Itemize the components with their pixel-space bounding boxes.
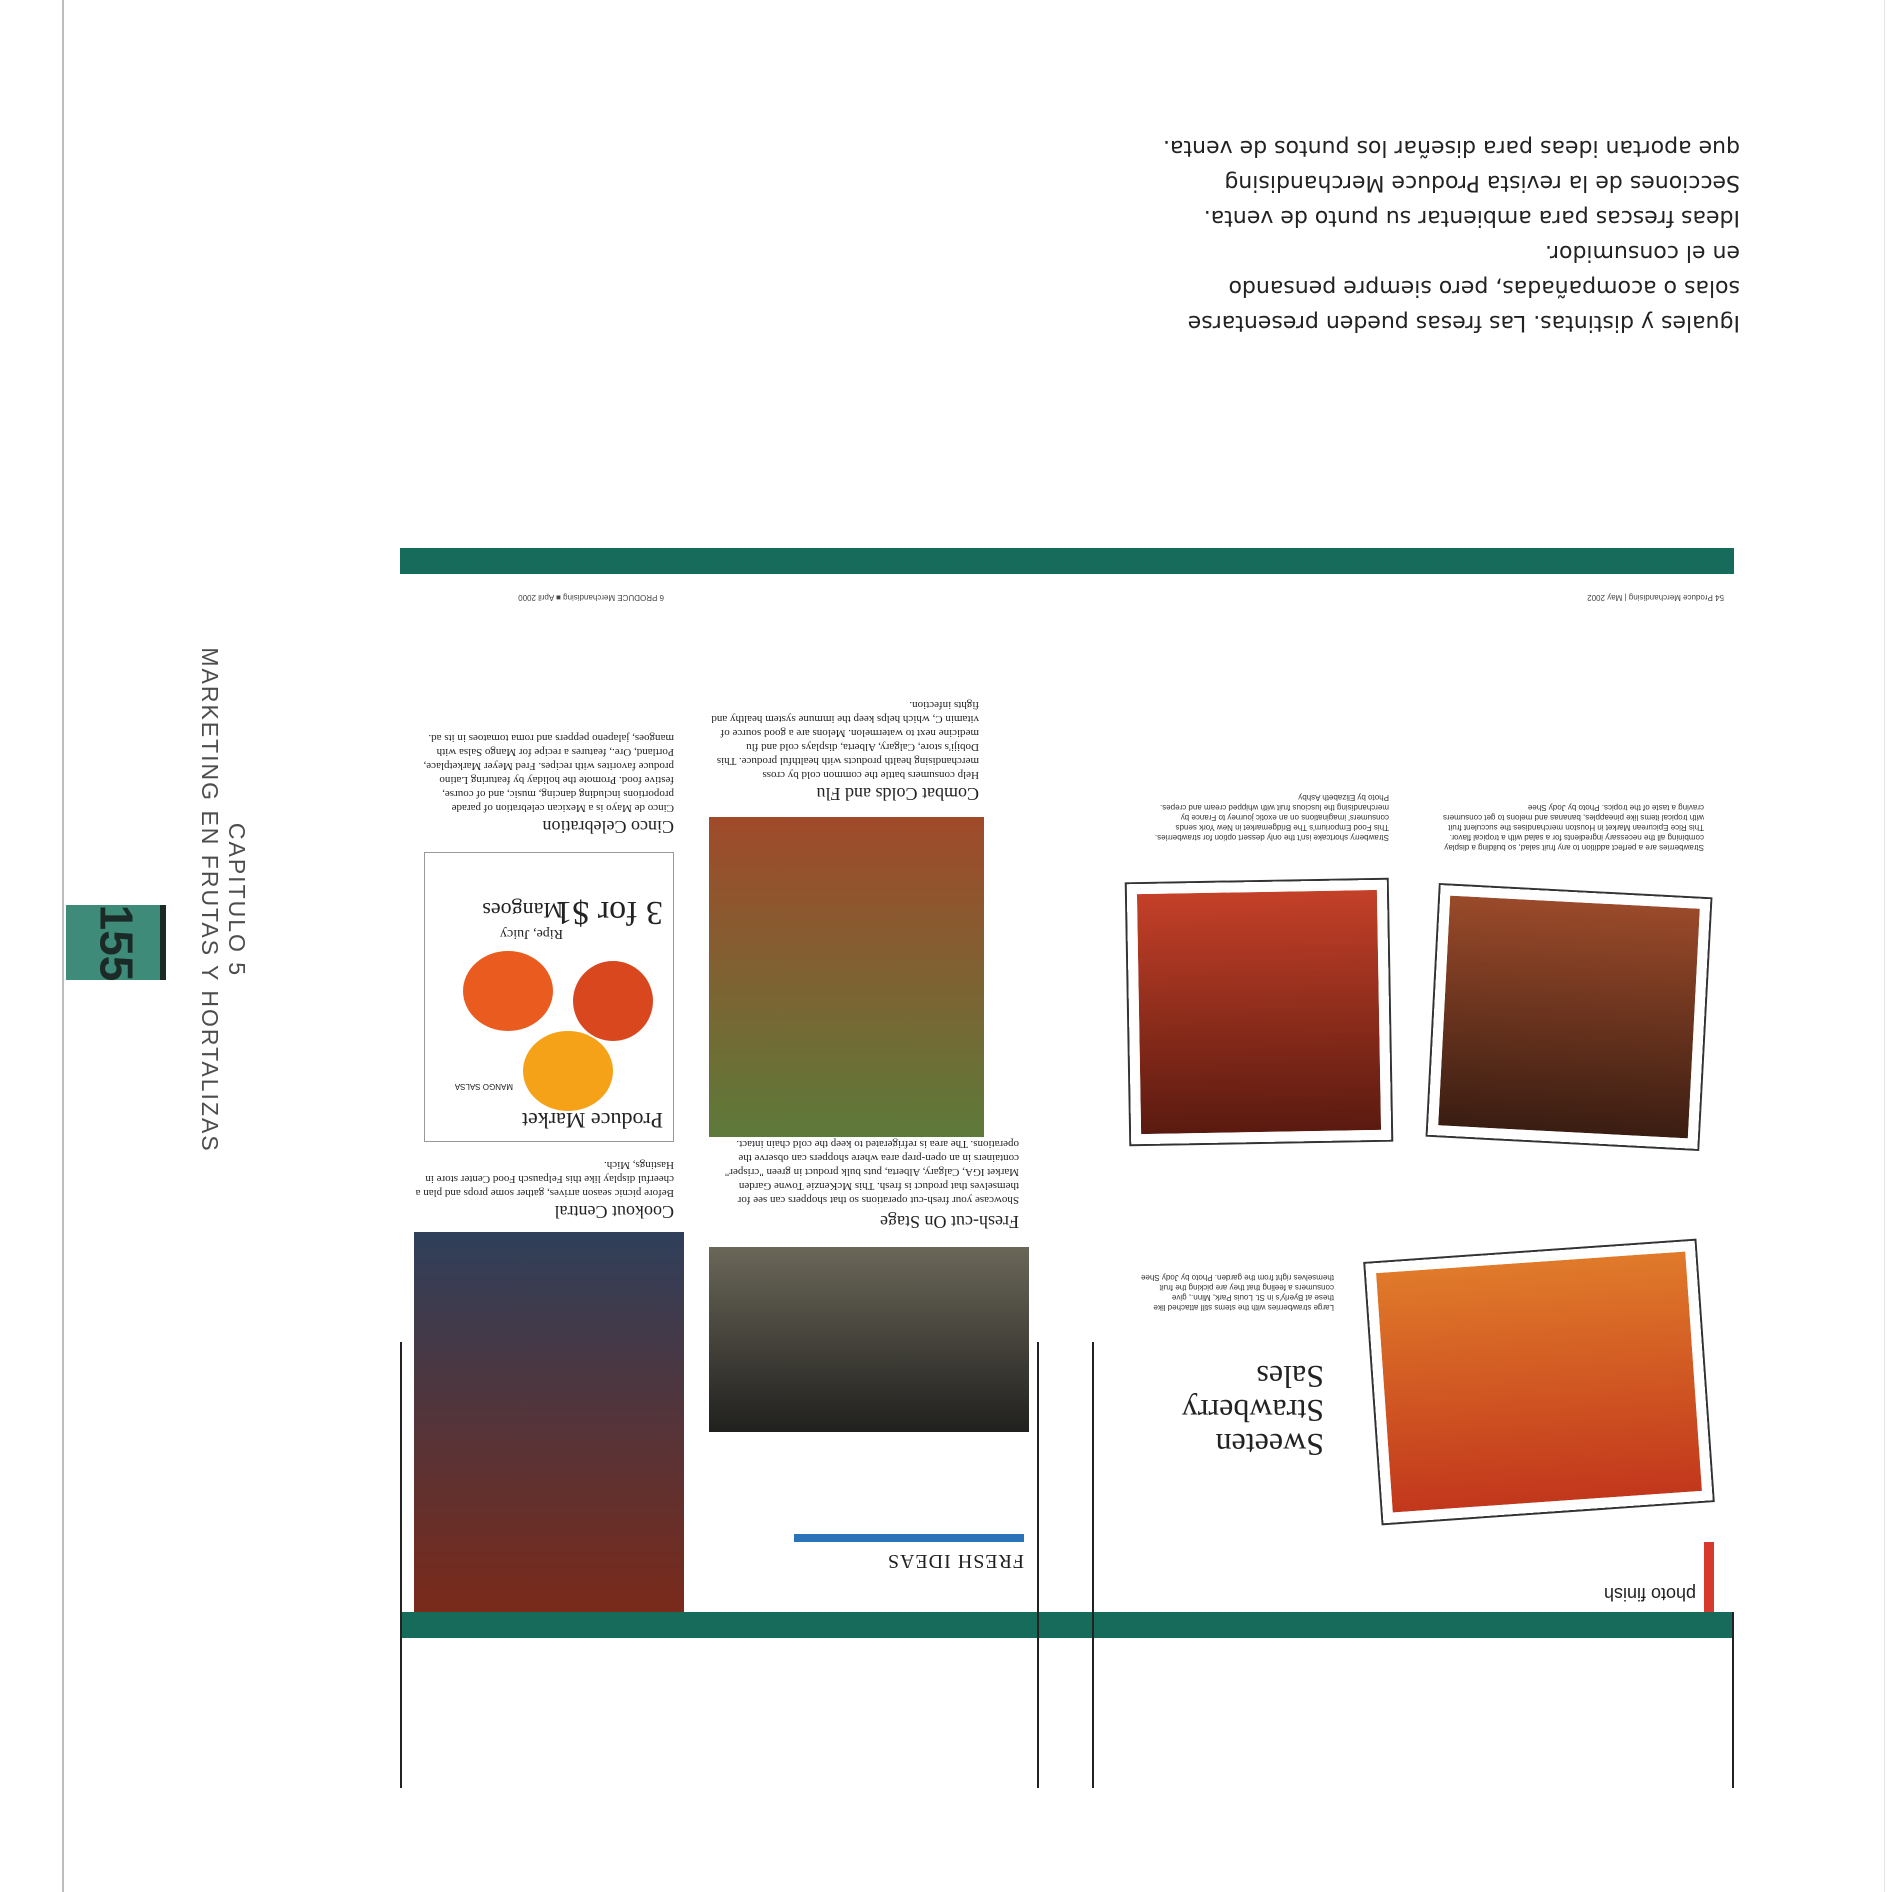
page-footer: 6 PRODUCE Merchandising ■ April 2000 (518, 593, 664, 602)
feature-title-line: Sweeten (1215, 1427, 1324, 1463)
caption-line: Iguales y distintas. Las fresas pueden presentarse (1187, 310, 1740, 335)
ad-title: Mangoes (482, 898, 563, 923)
photo-caption: Large strawberries with the stems still attached like these at Byerly's in St. Louis Park, Minn., give consumers a feeling that they are picking the fruit themselves right from the garden. Photo by Jody Shee (1141, 1273, 1334, 1312)
page-number: 155 (90, 904, 142, 981)
chapter-label (190, 520, 250, 1280)
green-band-bottom (400, 548, 1734, 574)
section-body: Showcase your fresh-cut operations so that shoppers can see for themselves that product is fresh. This McKenzie Towne Garden Market IGA, Calgary, Alberta, puts bulk product in green "crisper" containers in an open-prep area where shoppers can observe the operations. The area is refrigerated to keep the cold chain intact. (724, 1138, 1019, 1206)
rule-line (400, 1612, 402, 1788)
photo-finish-page (1094, 574, 1734, 1612)
caption-line: Secciones de la revista Produce Merchandising (1224, 170, 1740, 195)
caption-line: Ideas frescas para ambientar su punto de venta. (1203, 205, 1740, 230)
ad-brand: Produce Market (521, 1108, 663, 1133)
figure-caption (1160, 130, 1740, 340)
mango-ad (424, 852, 674, 1142)
section-title: Fresh-cut On Stage (880, 1212, 1019, 1232)
strawberry-photo-tropical (1428, 885, 1711, 1149)
fresh-cut-photo (709, 1247, 1029, 1432)
ad-price: 3 for $1 (555, 894, 663, 931)
page-right-edge (1884, 0, 1885, 1892)
section-body: Help consumers battle the common cold by cross merchandising health products with healthful produce. This Dobiji's store, Calgary, Alberta, displays cold and flu medicine next to watermelon. Melons are a good source of vitamin C, which helps keep the immune system healthy and fights infection. (711, 699, 979, 781)
strawberry-photo-large (1365, 1241, 1712, 1523)
caption-line: solas o acompañadas, pero siempre pensando (1228, 275, 1740, 300)
rule-line (1037, 1342, 1039, 1612)
green-band-top (400, 1612, 1734, 1638)
strawberry-photo-crepes (1127, 880, 1391, 1144)
rule-line (1092, 1612, 1094, 1788)
page-number-bar (160, 905, 166, 980)
page-number-tab (66, 905, 166, 980)
section-title: Combat Colds and Flu (816, 784, 979, 804)
section-title: Cookout Central (554, 1202, 674, 1222)
section-label: FRESH IDEAS (886, 1550, 1024, 1572)
kicker-label: photo finish (1603, 1584, 1696, 1604)
caption-line: que aportan ideas para diseñar los puntos de venta. (1163, 135, 1740, 160)
mango-fruit (463, 951, 553, 1031)
chapter-number: CAPITULO 5 (224, 822, 250, 978)
caption-line: en el consumidor. (1544, 240, 1740, 265)
ad-recipe: MANGO SALSA (454, 1082, 513, 1091)
feature-title-line: Strawberry (1181, 1393, 1324, 1429)
page-margin-line (62, 0, 64, 1892)
feature-title-line: Sales (1256, 1359, 1324, 1395)
page-footer: 54 Produce Merchandising | May 2002 (1587, 593, 1724, 602)
photo-caption: Strawberries are a perfect addition to any fruit salad, so building a display combining all the necessary ingredients for a salad with a tropical flavor. This Rice Epicurean Market in Houston merchandises the succulent fruit with tropical items like pineapples, bananas and melons to get consumers craving a taste of the tropics. Photo by Jody Shee (1442, 803, 1704, 852)
rule-line (1037, 1612, 1039, 1788)
rule-line (1732, 1612, 1734, 1788)
mango-fruit (573, 961, 653, 1041)
section-body: Before picnic season arrives, gather some props and plan a cheerful display like this Felpausch Food Center store in Hastings, Mich. (415, 1159, 674, 1199)
fresh-ideas-page (400, 574, 1034, 1612)
section-title: Cinco Celebration (542, 817, 674, 837)
ad-title: Ripe, Juicy (500, 926, 563, 941)
feature-title (1124, 1360, 1324, 1462)
cookout-photo (414, 1232, 684, 1612)
mango-fruit (523, 1031, 613, 1111)
photo-caption: Strawberry shortcake isn't the only dessert option for strawberries. This Food Emporium's The Bridgemarket in New York sends consumers' imaginations on an exotic journey to France by merchandising the luscious fruit with whipped cream and crepes. Photo by Elizabeth Ashby (1154, 793, 1389, 842)
chapter-title: MARKETING EN FRUTAS Y HORTALIZAS (197, 647, 223, 1153)
section-bar (794, 1534, 1024, 1542)
cold-flu-photo (709, 817, 984, 1137)
magazine-spread (400, 548, 1734, 1638)
kicker-bar (1704, 1542, 1712, 1612)
section-body: Cinco de Mayo is a Mexican celebration of parade proportions including dancing, music, and of course, festive food. Promote the holiday by featuring Latino produce favorites with recipes. Fred Meyer Marketplace, Portland, Ore., features a recipe for Mango Salsa with mangoes, jalapeno peppers and roma tomatoes in its ad. (423, 732, 674, 814)
